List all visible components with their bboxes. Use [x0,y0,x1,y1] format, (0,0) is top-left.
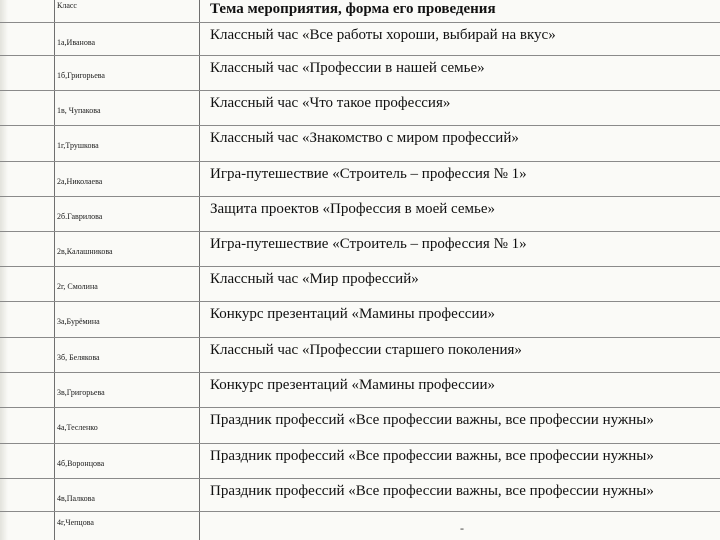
class-cell: 4б,Воронцова [57,459,105,468]
topic-cell: Игра-путешествие «Строитель – профессия № 1» [210,236,527,252]
topic-cell: Праздник профессий «Все профессии важны, все профессии нужны» [210,483,654,499]
topic-cell: Конкурс презентаций «Мамины профессии» [210,377,495,393]
topic-cell: Праздник профессий «Все профессии важны, все профессии нужны» [210,412,654,428]
class-cell: 4а,Тесленко [57,423,98,432]
table-row [0,56,720,91]
class-cell: 2в,Калашникова [57,247,113,256]
class-cell: 3б, Белякова [57,353,100,362]
class-cell: 2б.Гаврилова [57,212,103,221]
table-row [0,338,720,373]
table-row [0,267,720,302]
topic-cell: Классный час «Мир профессий» [210,271,419,287]
topic-cell: Конкурс презентаций «Мамины профессии» [210,306,495,322]
class-cell: 4г,Чепцова [57,518,94,527]
class-cell: 1б,Григорьева [57,71,105,80]
table-row [0,197,720,232]
table-row [0,23,720,56]
class-cell: 1г,Трушкова [57,141,99,150]
class-cell: 4в,Палкова [57,494,95,503]
topic-cell: Классный час «Профессии старшего поколения» [210,342,522,358]
class-cell: 1в, Чупакова [57,106,101,115]
table-row [0,444,720,479]
header-topic-label: Тема мероприятия, форма его проведения [210,1,496,17]
class-cell: 3а,Бурёмина [57,317,100,326]
footer-mark: - [460,521,464,535]
class-cell: 2г, Смолина [57,282,98,291]
table-row [0,479,720,512]
topic-cell: Классный час «Профессии в нашей семье» [210,60,485,76]
table-row [0,162,720,197]
topic-cell: Праздник профессий «Все профессии важны, все профессии нужны» [210,448,654,464]
class-cell: 2а,Николаева [57,177,103,186]
table-row [0,91,720,126]
header-class-label: Класс [57,1,77,10]
table-row [0,373,720,408]
table-row [0,232,720,267]
topic-cell: Классный час «Что такое профессия» [210,95,451,111]
class-cell: 3в,Григорьева [57,388,105,397]
topic-cell: Игра-путешествие «Строитель – профессия № 1» [210,166,527,182]
table-row [0,302,720,338]
topic-cell: Классный час «Знакомство с миром профессий» [210,130,519,146]
topic-cell: Защита проектов «Профессия в моей семье» [210,201,496,217]
table-row [0,408,720,444]
table-row [0,512,720,540]
table-row [0,126,720,162]
table-header-row [0,0,720,23]
topic-cell: Классный час «Все работы хороши, выбирай на вкус» [210,27,556,43]
class-cell: 1а,Иванова [57,38,96,47]
